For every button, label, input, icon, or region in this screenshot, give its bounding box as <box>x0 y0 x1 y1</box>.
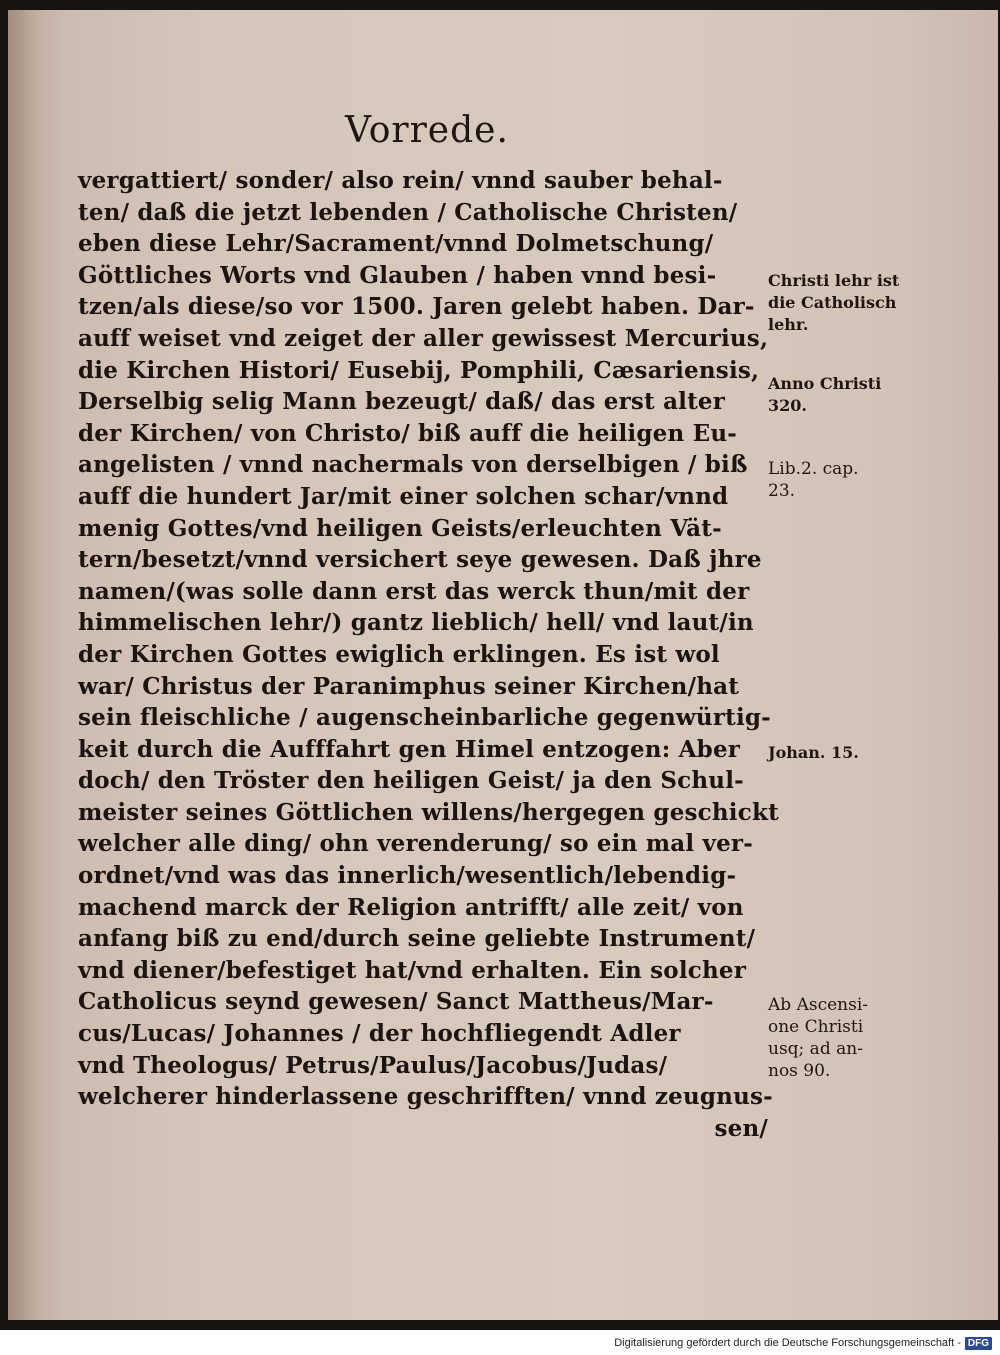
page-gutter-shadow <box>8 10 38 1320</box>
page-header: Vorrede. <box>345 110 509 151</box>
text-line: Göttliches Worts vnd Glauben / haben vnnd besi- <box>78 261 717 289</box>
text-line: Derselbig selig Mann bezeugt/ daß/ das erst alter <box>78 388 726 416</box>
text-line: ten/ daß die jetzt lebenden / Catholische Christen/ <box>78 198 738 226</box>
margin-note: Christi lehr ist die Catholisch lehr. <box>768 271 900 334</box>
text-line: himmelischen lehr/) gantz lieblich/ hell/ vnd laut/in <box>78 609 754 637</box>
text-line: sein fleischliche / augenscheinbarliche gegenwürtig- <box>78 704 771 732</box>
text-line: die Kirchen Histori/ Eusebij, Pomphili, Cæsariensis, <box>78 356 760 384</box>
text-line: war/ Christus der Paranimphus seiner Kirchen/hat <box>78 672 740 700</box>
footer <box>614 1334 992 1352</box>
text-line: vnd Theologus/ Petrus/Paulus/Jacobus/Judas/ <box>78 1051 668 1079</box>
catchword-line: sen/ <box>714 1114 768 1142</box>
text-line: der Kirchen/ von Christo/ biß auff die heiligen Eu- <box>78 419 738 447</box>
margin-note: Anno Christi 320. <box>768 374 882 415</box>
text-line: der Kirchen Gottes ewiglich erklingen. Es ist wol <box>78 640 720 668</box>
dfg-logo-icon: DFG <box>965 1337 992 1350</box>
text-line: welcher alle ding/ ohn verenderung/ so ein mal ver- <box>78 830 753 858</box>
text-line: vnd diener/befestiget hat/vnd erhalten. Ein solcher <box>78 956 747 984</box>
text-line: eben diese Lehr/Sacrament/vnnd Dolmetschung/ <box>78 230 714 258</box>
text-line: namen/(was solle dann erst das werck thun/mit der <box>78 577 750 605</box>
margin-note: Ab Ascensi- one Christi usq; ad an- nos 90. <box>768 995 868 1081</box>
margin-note: Johan. 15. <box>768 743 859 762</box>
text-line: cus/Lucas/ Johannes / der hochfliegendt Adler <box>78 1020 681 1048</box>
text-line: ordnet/vnd was das innerlich/wesentlich/lebendig- <box>78 862 737 890</box>
text-line: tern/besetzt/vnnd versichert seye gewesen. Daß jhre <box>78 546 762 574</box>
footer-credit: Digitalisierung gefördert durch die Deutsche Forschungsgemeinschaft - <box>614 1337 961 1349</box>
text-line: welcherer hinderlassene geschrifften/ vnnd zeugnus- <box>78 1083 773 1111</box>
text-line: tzen/als diese/so vor 1500. Jaren gelebt haben. Dar- <box>78 293 755 321</box>
text-line: machend marck der Religion antrifft/ alle zeit/ von <box>78 893 744 921</box>
text-line: anfang biß zu end/durch seine geliebte Instrument/ <box>78 925 756 953</box>
text-line: auff weiset vnd zeiget der aller gewissest Mercurius, <box>78 324 769 352</box>
text-line: angelisten / vnnd nachermals von derselbigen / biß <box>78 451 748 479</box>
text-line: vergattiert/ sonder/ also rein/ vnnd sauber behal- <box>78 167 723 194</box>
margin-note: Lib.2. cap. 23. <box>768 459 859 501</box>
text-line: meister seines Göttlichen willens/hergegen geschickt <box>78 798 779 826</box>
text-line: keit durch die Aufffahrt gen Himel entzogen: Aber <box>78 735 741 763</box>
body-text <box>78 165 778 1144</box>
text-line: doch/ den Tröster den heiligen Geist/ ja den Schul- <box>78 767 744 795</box>
text-line: auff die hundert Jar/mit einer solchen schar/vnnd <box>78 482 729 510</box>
text-line: Catholicus seynd gewesen/ Sanct Mattheus/Mar- <box>78 988 714 1016</box>
text-line: menig Gottes/vnd heiligen Geists/erleuchten Vät- <box>78 514 722 542</box>
